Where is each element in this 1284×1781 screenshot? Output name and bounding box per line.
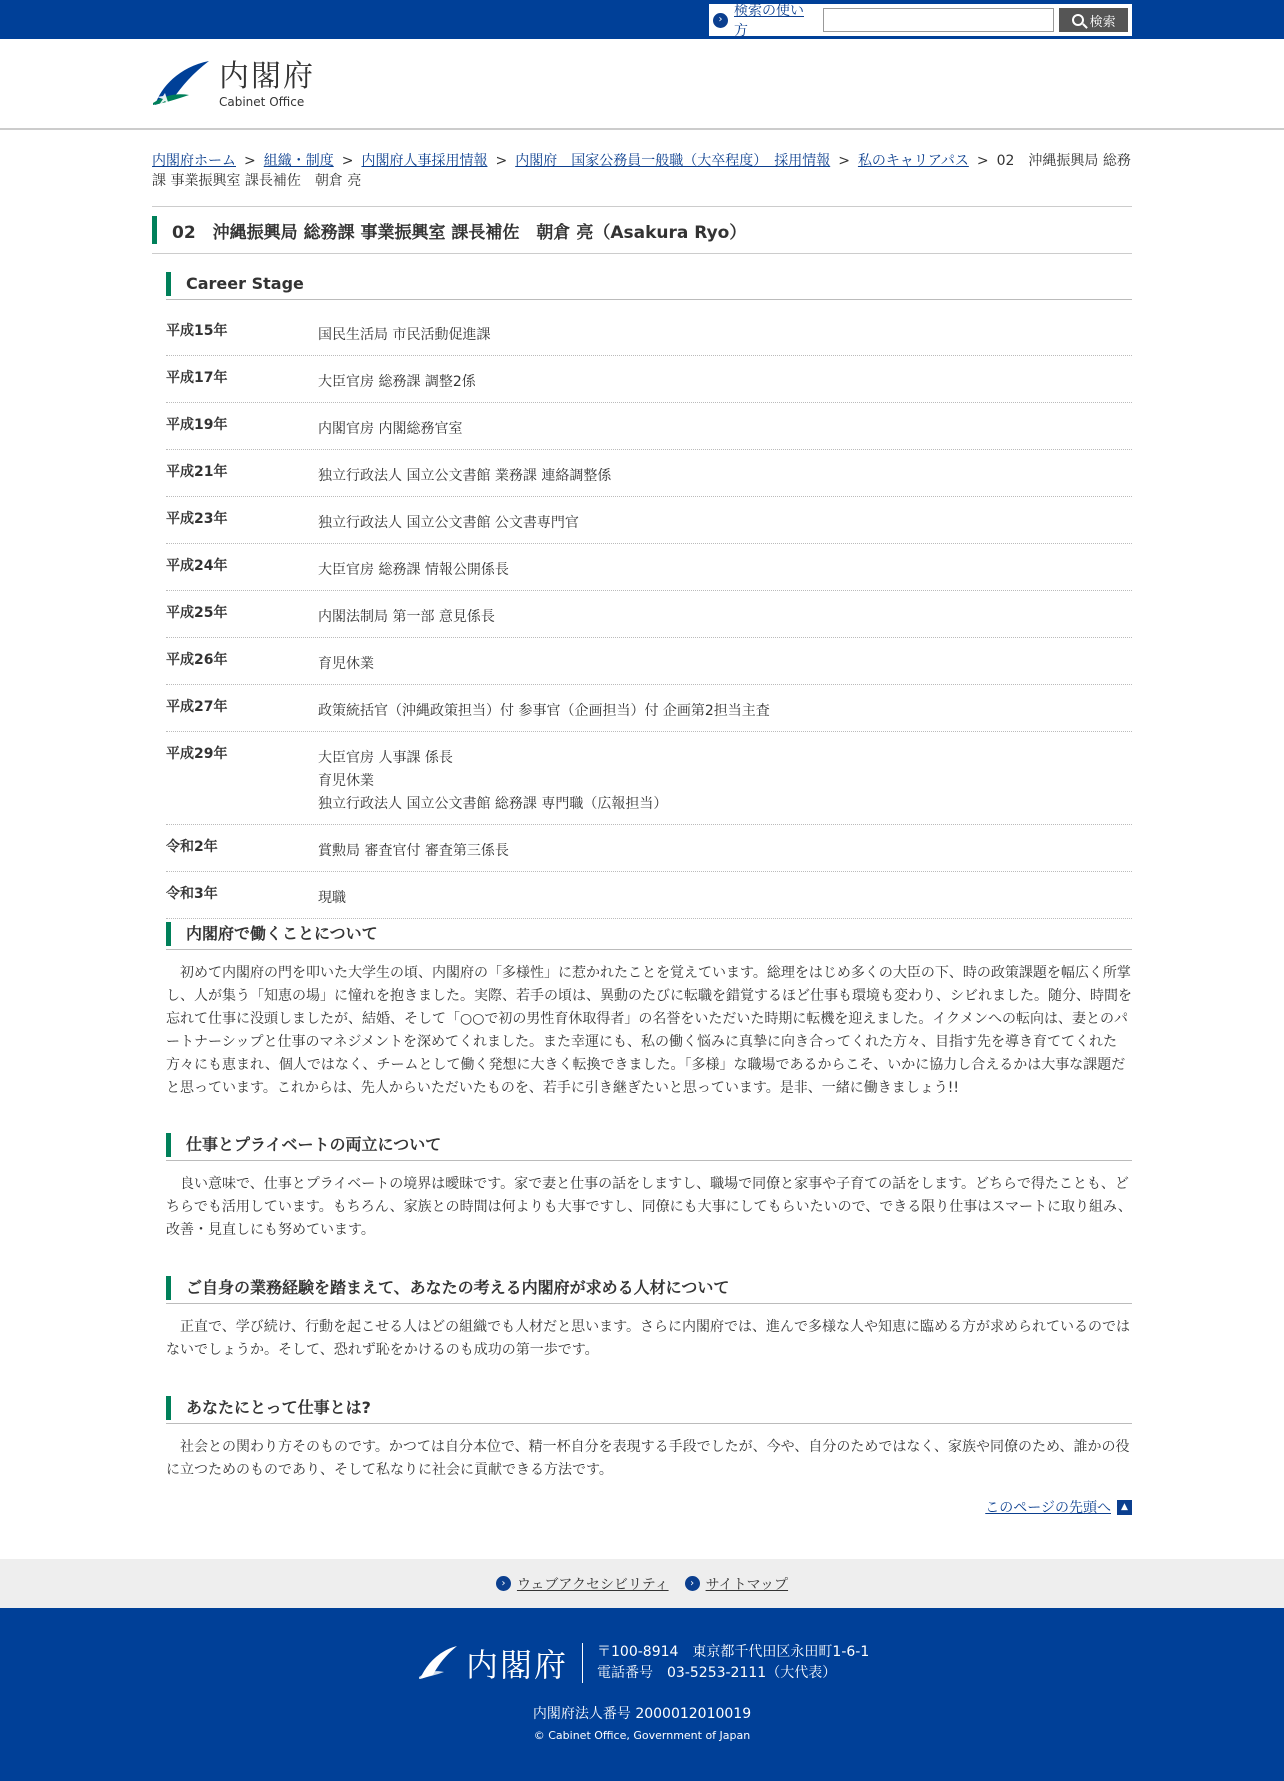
career-row bbox=[166, 309, 1132, 356]
footer-logo-ja: 内閣府 bbox=[466, 1646, 569, 1684]
career-post: 賞勲局 審査官付 審査第三係長 bbox=[318, 843, 509, 859]
career-post: 現職 bbox=[318, 890, 346, 906]
footer-link-sitemap[interactable]: サイトマップ bbox=[705, 1576, 789, 1593]
career-row bbox=[166, 685, 1132, 732]
section-text-talent: 正直で、学び続け、行動を起こせる人はどの組織でも人材だと思います。さらに内閣府では、進んで多様な人や知恵に臨める方が求められているのではないでしょうか。そして、恐れず恥をかけるのも成功の第一歩です。 bbox=[166, 1319, 1131, 1358]
heading-accent-bar bbox=[166, 1396, 171, 1420]
section-text-balance: 良い意味で、仕事とプライベートの境界は曖昧です。家で妻と仕事の話をしますし、職場で同僚と家事や子育ての話をします。どちらで得たことも、どちらでも活用しています。もちろん、家族との時間は何よりも大事ですし、同僚にも大事にしてもらいたいので、できる限り仕事はスマートに取り組み、改善・見直しにも努めています。 bbox=[166, 1176, 1132, 1238]
career-year: 平成19年 bbox=[166, 417, 228, 433]
career-post: 国民生活局 市民活動促進課 bbox=[318, 327, 491, 343]
career-post: 独立行政法人 国立公文書館 総務課 専門職（広報担当） bbox=[318, 796, 668, 812]
career-post: 育児休業 bbox=[318, 773, 374, 789]
footer-main bbox=[418, 1642, 869, 1684]
footer-address bbox=[583, 1642, 869, 1684]
career-row bbox=[166, 825, 1132, 872]
career-year: 平成15年 bbox=[166, 323, 228, 339]
cabinet-office-leaf-icon bbox=[151, 59, 211, 109]
footer-link-accessibility[interactable]: ウェブアクセシビリティ bbox=[516, 1576, 669, 1593]
heading-accent-bar bbox=[166, 272, 171, 296]
search-icon bbox=[1072, 14, 1084, 26]
search-box bbox=[709, 3, 1132, 39]
heading-accent-bar bbox=[166, 1133, 171, 1157]
site-logo[interactable] bbox=[151, 59, 315, 109]
career-year: 平成27年 bbox=[166, 699, 228, 715]
career-post: 大臣官房 総務課 情報公開係長 bbox=[318, 562, 509, 578]
breadcrumb-home[interactable]: 内閣府ホーム bbox=[152, 153, 236, 169]
logo-ja: 内閣府 bbox=[219, 59, 315, 94]
career-post: 独立行政法人 国立公文書館 業務課 連絡調整係 bbox=[318, 468, 612, 484]
page-title: 02 沖縄振興局 総務課 事業振興室 課長補佐 朝倉 亮（Asakura Ryo） bbox=[172, 222, 747, 243]
section-heading-talent bbox=[166, 1276, 1132, 1304]
cabinet-office-leaf-icon bbox=[418, 1645, 458, 1681]
career-row bbox=[166, 591, 1132, 638]
footer-copyright: © Cabinet Office, Government of Japan bbox=[533, 1729, 751, 1742]
breadcrumb-separator: > bbox=[976, 153, 989, 169]
career-year: 令和2年 bbox=[166, 839, 218, 855]
career-year: 平成25年 bbox=[166, 605, 228, 621]
career-post: 内閣法制局 第一部 意見係長 bbox=[318, 609, 495, 625]
section-title: ご自身の業務経験を踏まえて、あなたの考える内閣府が求める人材について bbox=[186, 1278, 730, 1297]
breadcrumb-recruitment[interactable]: 内閣府人事採用情報 bbox=[361, 153, 488, 169]
career-year: 平成23年 bbox=[166, 511, 228, 527]
breadcrumb-career-path[interactable]: 私のキャリアパス bbox=[857, 153, 969, 169]
career-stage-title: Career Stage bbox=[186, 274, 304, 293]
career-post: 大臣官房 人事課 係長 bbox=[318, 750, 453, 766]
career-year: 平成21年 bbox=[166, 464, 228, 480]
career-row bbox=[166, 356, 1132, 403]
section-text-working: 初めて内閣府の門を叩いた大学生の頃、内閣府の「多様性」に惹かれたことを覚えています。総理をはじめ多くの大臣の下、時の政策課題を幅広く所掌し、人が集う「知恵の場」に憧れを抱きました。実際、若手の頃は、異動のたびに転職を錯覚するほど仕事も環境も変わり、シビれました。随分、時間を忘れて仕事に没頭しましたが、結婚、そして「○○で初の男性育休取得者」の名誉をいただいた時期に転機を迎えました。イクメンへの転向は、妻とのパートナーシップと仕事のマネジメントを深めてくれました。また幸運にも、私の働く悩みに真摯に向き合ってくれた方々、目指す先を導き育ててくれた方々にも恵まれ、個人ではなく、チームとして働く発想に大きく転換できました。「多様」な職場であるからこそ、いかに協力し合えるかは大事な課題だと思っています。これからは、先人からいただいたものを、若手に引き継ぎたいと思っています。是非、一緒に働きましょう!! bbox=[166, 965, 1132, 1096]
section-heading-balance bbox=[166, 1133, 1132, 1161]
career-row bbox=[166, 497, 1132, 544]
heading-accent-bar bbox=[166, 1276, 171, 1300]
career-year: 平成26年 bbox=[166, 652, 228, 668]
breadcrumb-current: 02 沖縄振興局 総務課 事業振興室 課長補佐 朝倉 亮 bbox=[152, 153, 1131, 189]
career-post: 大臣官房 総務課 調整2係 bbox=[318, 374, 476, 390]
breadcrumb-separator: > bbox=[244, 153, 256, 169]
page-title-block bbox=[152, 206, 1132, 254]
footer-corp-number: 内閣府法人番号 2000012010019 bbox=[532, 1706, 752, 1722]
section-text-work-meaning: 社会との関わり方そのものです。かつては自分本位で、精一杯自分を表現する手段でしたが、今や、自分のためではなく、家族や同僚のため、誰かの役に立つためのものであり、そして私なりに社会に貢献できる方法です。 bbox=[166, 1439, 1130, 1478]
footer-phone: 電話番号 03-5253-2111（大代表） bbox=[597, 1665, 837, 1681]
section-title: 内閣府で働くことについて bbox=[186, 924, 378, 943]
arrow-right-icon: › bbox=[685, 1576, 700, 1591]
chevron-up-icon[interactable]: ▲ bbox=[1117, 1500, 1132, 1515]
breadcrumb-organization[interactable]: 組織・制度 bbox=[263, 153, 334, 169]
career-row bbox=[166, 732, 1132, 825]
career-row bbox=[166, 872, 1132, 919]
breadcrumb-separator: > bbox=[495, 153, 508, 169]
footer-link-item bbox=[496, 1574, 669, 1594]
section-heading-work-meaning bbox=[166, 1396, 1132, 1424]
career-post: 政策統括官（沖縄政策担当）付 参事官（企画担当）付 企画第2担当主査 bbox=[318, 703, 770, 719]
career-stage-heading bbox=[166, 272, 1132, 300]
career-year: 平成17年 bbox=[166, 370, 228, 386]
breadcrumb bbox=[152, 151, 1132, 191]
career-post: 独立行政法人 国立公文書館 公文書専門官 bbox=[318, 515, 579, 531]
footer-links bbox=[0, 1559, 1284, 1608]
career-year: 平成24年 bbox=[166, 558, 228, 574]
footer-link-item bbox=[685, 1574, 788, 1594]
breadcrumb-general-recruitment[interactable]: 内閣府 国家公務員一般職（大卒程度） 採用情報 bbox=[515, 153, 831, 169]
search-help-link-wrap bbox=[713, 0, 817, 40]
search-button[interactable] bbox=[1059, 8, 1128, 32]
page-top-link-wrap bbox=[985, 1497, 1132, 1517]
career-row bbox=[166, 450, 1132, 497]
heading-accent-bar bbox=[166, 922, 171, 946]
career-row bbox=[166, 403, 1132, 450]
career-post: 育児休業 bbox=[318, 656, 374, 672]
section-title: あなたにとって仕事とは? bbox=[186, 1398, 371, 1417]
career-row bbox=[166, 544, 1132, 591]
page-top-link[interactable]: このページの先頭へ bbox=[985, 1500, 1111, 1516]
career-year: 平成29年 bbox=[166, 746, 228, 762]
footer-address-line: 〒100-8914 東京都千代田区永田町1-6-1 bbox=[597, 1644, 870, 1660]
career-table bbox=[166, 309, 1132, 919]
section-title: 仕事とプライベートの両立について bbox=[186, 1135, 442, 1154]
search-button-label: 検索 bbox=[1089, 14, 1116, 30]
logo-en: Cabinet Office bbox=[219, 95, 305, 109]
footer-logo bbox=[418, 1643, 583, 1683]
section-heading-working bbox=[166, 922, 1132, 950]
arrow-right-icon: › bbox=[713, 13, 728, 28]
site-footer bbox=[0, 1608, 1284, 1781]
career-post: 内閣官房 内閣総務官室 bbox=[318, 421, 463, 437]
breadcrumb-separator: > bbox=[341, 153, 354, 169]
site-header bbox=[0, 39, 1284, 130]
search-input[interactable] bbox=[823, 8, 1054, 32]
title-accent-bar bbox=[152, 216, 157, 244]
top-bar bbox=[0, 0, 1284, 39]
career-row bbox=[166, 638, 1132, 685]
breadcrumb-separator: > bbox=[838, 153, 850, 169]
career-year: 令和3年 bbox=[166, 886, 218, 902]
arrow-right-icon: › bbox=[496, 1576, 511, 1591]
search-help-link[interactable]: 検索の使い方 bbox=[734, 3, 804, 39]
